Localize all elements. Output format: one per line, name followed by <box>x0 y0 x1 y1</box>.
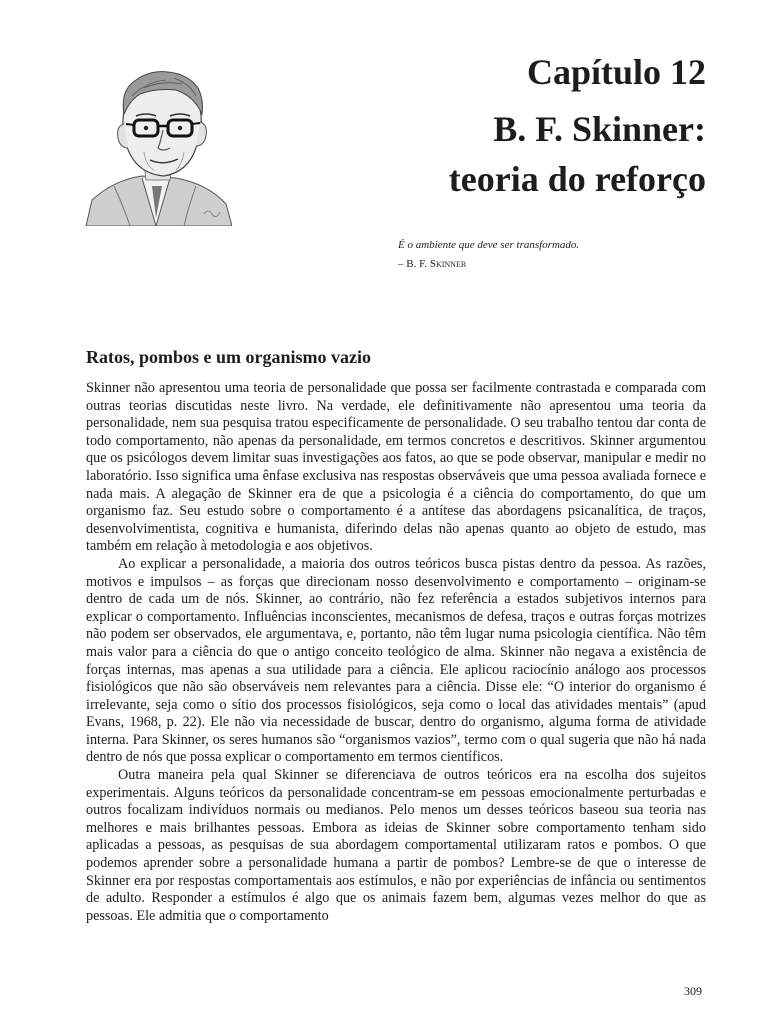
epigraph-quote: É o ambiente que deve ser transformado. <box>398 239 580 251</box>
paragraph: Skinner não apresentou uma teoria de personalidade que possa ser facilmente contrastada e comparada com outras teorias discutidas neste livro. Na verdade, ele definitivamente não apresentou uma teoria da personalidade, nem sua pesquisa tratou especificamente de personalidade. O seu trabalho tentou dar conta de todo comportamento, não apenas da personalidade, em termos concretos e descritivos. Skinner argumentou que os psicólogos devem limitar suas investigações aos fatos, ao que se pode observar, manipular e medir no laboratório. Isso significa uma ênfase exclusiva nas respostas observáveis que uma pessoa avaliada fornece e nada mais. A alegação de Skinner era de que a psicologia é a ciência do comportamento, do que um organismo faz. Seu estudo sobre o comportamento é a antítese das abordagens psicanalítica, de traços, desenvolvimentista, cognitiva e humanista, diferindo delas não apenas quanto ao objeto de estudo, mas também em relação à metodologia e aos objetivos. <box>86 380 706 555</box>
chapter-number: Capítulo 12 <box>526 52 706 92</box>
chapter-title-line-1: B. F. Skinner: <box>493 109 706 149</box>
section-heading: Ratos, pombos e um organismo vazio <box>86 347 372 367</box>
chapter-title-line-2: teoria do reforço <box>448 159 706 199</box>
paragraph: Ao explicar a personalidade, a maioria dos outros teóricos busca pistas dentro da pessoa. As razões, motivos e impulsos – as forças que direcionam nosso desenvolvimento e comportamento – originam-se dentro de cada um de nós. Skinner, ao contrário, não fez referência a estados subjetivos internos para explicar o comportamento. Influências inconscientes, mecanismos de defesa, traços e outras forças motrizes não podem ser observados, ele argumentava, e, portanto, não têm lugar numa psicologia científica. Não têm mais valor para a ciência do que o antigo conceito teológico de alma. Skinner não negava a existência de forças internas, mas apenas a sua utilidade para a ciência. Ele aplicou raciocínio análogo aos processos fisiológicos que não são observáveis nem relevantes para a ciência. Disse ele: “O interior do organismo é irrelevante, seja como o sítio dos processos fisiológicos, seja como o local das atividades mentais” (apud Evans, 1968, p. 22). Ele não via necessidade de buscar, dentro do organismo, alguma forma de atividade interna. Para Skinner, os seres humanos são “organismos vazios”, termo com o qual sugeria que não há nada dentro de nós que possa explicar o comportamento em termos científicos. <box>86 555 706 766</box>
chapter-header <box>286 50 706 204</box>
epigraph <box>398 236 579 274</box>
paragraph: Outra maneira pela qual Skinner se diferenciava de outros teóricos era na escolha dos sujeitos experimentais. Alguns teóricos da personalidade concentram-se em pessoas emocionalmente perturbadas e outros focalizam indivíduos normais ou medianos. Pelo menos um desses teóricos baseou sua teoria nas melhores e mais brilhantes pessoas. Embora as ideias de Skinner sobre comportamento tenham sido aplicadas a pessoas, as pesquisas de sua abordagem comportamental utilizaram ratos e pombos. O que podemos aprender sobre a personalidade humana a partir de pombos? Lembre-se de que o interesse de Skinner era por respostas comportamentais aos estímulos, e não por experiências de infância ou sentimentos de adulto. Responder a estímulos é algo que os animais fazem bem, algumas vezes melhor do que as pessoas. Ele admitia que o comportamento <box>86 767 706 924</box>
body-text <box>86 380 706 925</box>
portrait-illustration <box>84 68 232 226</box>
page-number: 309 <box>684 984 702 998</box>
epigraph-author: – B. F. Skinner <box>398 258 467 270</box>
portrait-sketch-icon <box>84 68 232 226</box>
chapter-title <box>286 104 706 204</box>
